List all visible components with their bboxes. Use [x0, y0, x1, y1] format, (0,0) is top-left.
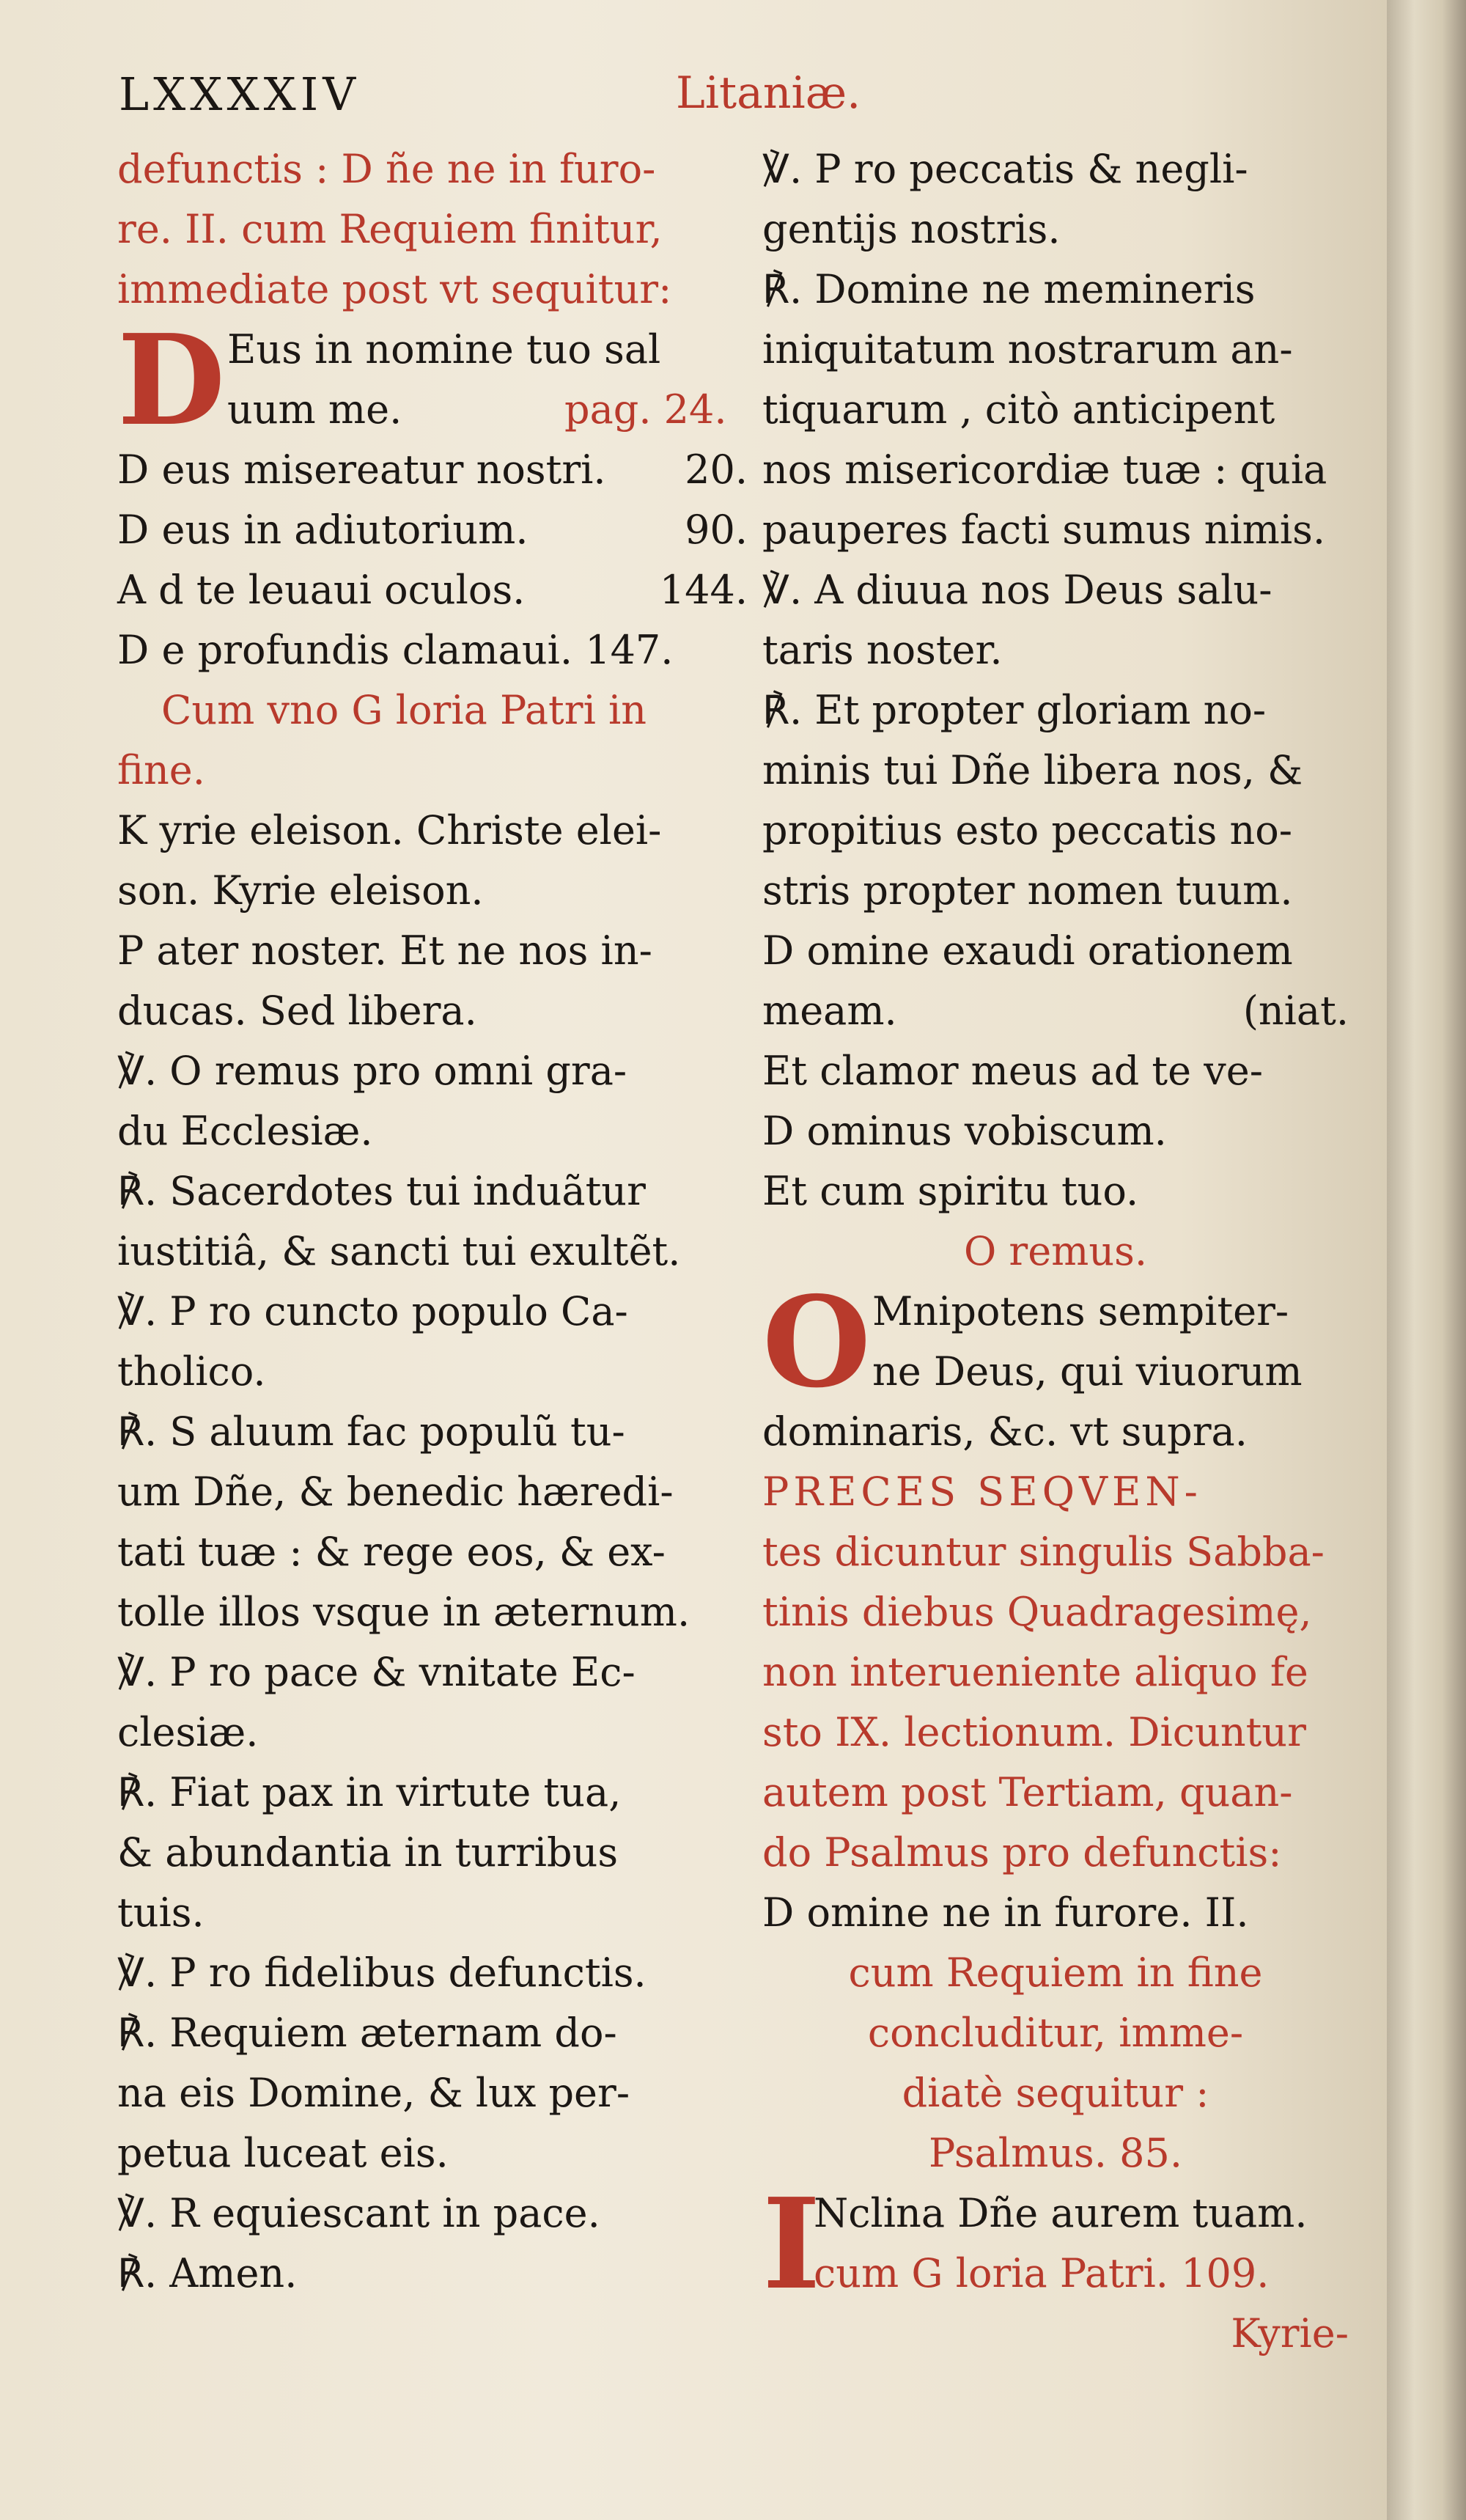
- text-line: D omine exaudi orationem: [762, 927, 1293, 974]
- text-line: tolle illos vsque in æternum.: [117, 1589, 690, 1635]
- text-line: propitius esto peccatis no-: [762, 807, 1292, 853]
- text-line: gentijs nostris.: [762, 206, 1061, 252]
- rubric-line: immediate post vt sequitur:: [117, 266, 672, 312]
- versicle-line: ℣. P ro fidelibus defunctis.: [117, 1950, 647, 1996]
- text-line: um Dñe, & benedic hæredi-: [117, 1469, 674, 1515]
- response-line: ℟. Requiem æternam do-: [117, 2010, 617, 2056]
- text-line: D eus in adiutorium.: [117, 507, 528, 553]
- psalm-line: D e profundis clamaui. 147.: [117, 627, 674, 673]
- text-line: du Ecclesiæ.: [117, 1108, 373, 1154]
- text-line: minis tui Dñe libera nos, &: [762, 747, 1303, 793]
- rubric-line: autem post Tertiam, quan-: [762, 1769, 1293, 1815]
- text-line: ducas. Sed libera.: [117, 988, 477, 1034]
- text-line: Mnipotens sempiter-: [872, 1288, 1289, 1334]
- right-column: [762, 139, 1349, 2364]
- psalm-incipit: [762, 2171, 1349, 2318]
- text-line: iustitiâ, & sancti tui exultẽt.: [117, 1228, 681, 1274]
- catchword: Kyrie-: [1231, 2310, 1349, 2356]
- text-line: Eus in nomine tuo sal: [227, 326, 661, 372]
- psalm-number: 20.: [685, 447, 748, 493]
- prayer-incipit: [762, 1269, 1349, 1416]
- text-line: Et clamor meus ad te ve-: [762, 1048, 1263, 1094]
- text-line-group: [762, 981, 1349, 1041]
- response-line: ℟. S aluum fac populũ tu-: [117, 1408, 625, 1455]
- text-line: & abundantia in turribus: [117, 1829, 619, 1876]
- versicle-line: ℣. A diuua nos Deus salu-: [762, 567, 1272, 613]
- text-line: A d te leuaui oculos.: [117, 567, 526, 613]
- rubric-line: concluditur, imme-: [867, 2010, 1244, 2056]
- rubric-line: do Psalmus pro defunctis:: [762, 1829, 1282, 1876]
- rubric-line: re. II. cum Requiem finitur,: [117, 206, 663, 252]
- psalm-line: [117, 500, 748, 560]
- page-reference: pag. 24.: [564, 386, 727, 433]
- response-line: ℟. Sacerdotes tui induãtur: [117, 1168, 646, 1214]
- text-line: pauperes facti sumus nimis.: [762, 507, 1326, 553]
- text-line: tati tuæ : & rege eos, & ex-: [117, 1529, 666, 1575]
- text-line: son. Kyrie eleison.: [117, 867, 484, 914]
- rubric-line: defunctis : D ñe ne in furo-: [117, 146, 656, 192]
- rubric-line: non interueniente aliquo fe: [762, 1649, 1308, 1695]
- text-line: K yrie eleison. Christe elei-: [117, 807, 662, 853]
- versicle-line: ℣. P ro peccatis & negli-: [762, 146, 1248, 192]
- psalm-number: 90.: [685, 507, 748, 553]
- page-header: [119, 67, 1350, 141]
- text-line: tholico.: [117, 1348, 266, 1395]
- left-column: [117, 139, 748, 2304]
- response-line: ℟. Amen.: [117, 2250, 298, 2296]
- rubric-heading: PRECES SEQVEN-: [762, 1469, 1202, 1515]
- text-line: meam.: [762, 988, 897, 1034]
- text-line: D omine ne in furore. II.: [762, 1889, 1249, 1936]
- folio-number: LXXXXIV: [119, 67, 360, 121]
- rubric-line: Cum vno G loria Patri in: [161, 687, 647, 733]
- versicle-line: ℣. O remus pro omni gra-: [117, 1048, 627, 1094]
- text-line: Et cum spiritu tuo.: [762, 1168, 1139, 1214]
- text-line: nos misericordiæ tuæ : quia: [762, 447, 1327, 493]
- psalm-incipit: [117, 307, 748, 454]
- rubric-line: tes dicuntur singulis Sabba-: [762, 1529, 1325, 1575]
- text-line: uum me.: [227, 386, 402, 433]
- text-line: D ominus vobiscum.: [762, 1108, 1167, 1154]
- oremus-heading: O remus.: [963, 1228, 1148, 1274]
- text-line: dominaris, &c. vt supra.: [762, 1408, 1248, 1455]
- text-line: tiquarum , citò anticipent: [762, 386, 1275, 433]
- versicle-line: ℣. R equiescant in pace.: [117, 2190, 600, 2236]
- response-line: ℟. Domine ne memineris: [762, 266, 1256, 312]
- psalm-number: 144.: [659, 567, 748, 613]
- psalm-line: [117, 560, 748, 620]
- drop-capital: O: [762, 1269, 872, 1416]
- rubric-line: tinis diebus Quadragesimę,: [762, 1589, 1312, 1635]
- text-line: iniquitatum nostrarum an-: [762, 326, 1293, 372]
- rubric-line: fine.: [117, 747, 205, 793]
- page-gutter: [1387, 0, 1466, 2520]
- running-title: Litaniæ.: [676, 67, 861, 119]
- text-line: ne Deus, qui viuorum: [872, 1348, 1303, 1395]
- drop-capital: I: [762, 2171, 821, 2318]
- response-line: ℟. Fiat pax in virtute tua,: [117, 1769, 622, 1815]
- text-line: stris propter nomen tuum.: [762, 867, 1293, 914]
- text-line: P ater noster. Et ne nos in-: [117, 927, 652, 974]
- drop-capital: D: [117, 307, 226, 454]
- psalm-heading: Psalmus. 85.: [929, 2130, 1182, 2176]
- rubric-line: sto IX. lectionum. Dicuntur: [762, 1709, 1306, 1755]
- versicle-line: ℣. P ro cuncto populo Ca-: [117, 1288, 628, 1334]
- text-line: petua luceat eis.: [117, 2130, 449, 2176]
- text-line: Nclina Dñe aurem tuam.: [814, 2190, 1308, 2236]
- rubric-line: diatè sequitur :: [902, 2070, 1209, 2116]
- psalm-line: [117, 440, 748, 500]
- rubric-line: cum G loria Patri. 109.: [814, 2250, 1270, 2296]
- line-tail: (niat.: [1242, 988, 1349, 1034]
- text-line: clesiæ.: [117, 1709, 259, 1755]
- versicle-line: ℣. P ro pace & vnitate Ec-: [117, 1649, 636, 1695]
- text-line: D eus misereatur nostri.: [117, 447, 606, 493]
- rubric-line: cum Requiem in fine: [848, 1950, 1263, 1996]
- text-line: tuis.: [117, 1889, 205, 1936]
- text-line: na eis Domine, & lux per-: [117, 2070, 630, 2116]
- response-line: ℟. Et propter gloriam no-: [762, 687, 1267, 733]
- text-line: taris noster.: [762, 627, 1003, 673]
